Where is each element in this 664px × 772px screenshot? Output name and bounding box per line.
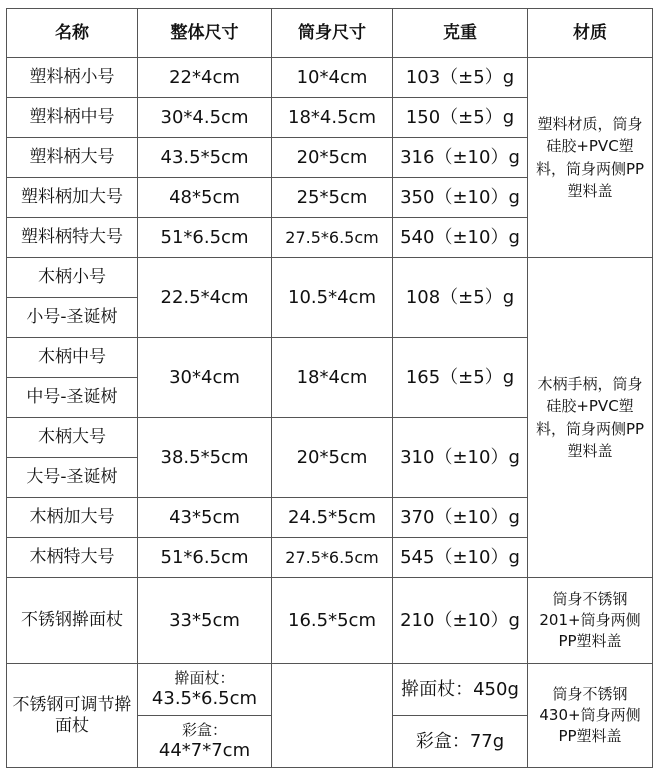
barrel-size: 18*4cm bbox=[272, 338, 393, 418]
header-weight: 克重 bbox=[393, 9, 528, 58]
barrel-size: 20*5cm bbox=[272, 418, 393, 498]
barrel-size: 27.5*6.5cm bbox=[272, 538, 393, 578]
product-name: 不锈钢可调节擀面杖 bbox=[7, 664, 138, 768]
product-spec-table bbox=[6, 8, 653, 768]
product-name: 木柄特大号 bbox=[7, 538, 138, 578]
weight: 165（±5）g bbox=[393, 338, 528, 418]
overall-size: 30*4cm bbox=[138, 338, 272, 418]
box-size-value: 44*7*7cm bbox=[158, 739, 251, 761]
table-row bbox=[7, 258, 653, 298]
material-steel: 筒身不锈钢201+筒身两侧PP塑料盖 bbox=[528, 578, 653, 664]
barrel-size: 20*5cm bbox=[272, 138, 393, 178]
product-variant-name: 大号-圣诞树 bbox=[7, 458, 138, 498]
header-barrel-size: 筒身尺寸 bbox=[272, 9, 393, 58]
barrel-size: 27.5*6.5cm bbox=[272, 218, 393, 258]
material-adjustable: 筒身不锈钢430+筒身两侧PP塑料盖 bbox=[528, 664, 653, 768]
barrel-size: 24.5*5cm bbox=[272, 498, 393, 538]
header-name: 名称 bbox=[7, 9, 138, 58]
material-wood: 木柄手柄，筒身硅胶+PVC塑料，筒身两侧PP塑料盖 bbox=[528, 258, 653, 578]
product-name: 塑料柄特大号 bbox=[7, 218, 138, 258]
product-name: 塑料柄大号 bbox=[7, 138, 138, 178]
overall-size: 22.5*4cm bbox=[138, 258, 272, 338]
pin-size-value: 43.5*6.5cm bbox=[151, 687, 258, 709]
product-variant-name: 小号-圣诞树 bbox=[7, 298, 138, 338]
product-name: 塑料柄小号 bbox=[7, 58, 138, 98]
box-size-cell bbox=[138, 716, 272, 768]
box-size-label: 彩盒： bbox=[181, 720, 227, 739]
weight: 545（±10）g bbox=[393, 538, 528, 578]
overall-size: 30*4.5cm bbox=[138, 98, 272, 138]
barrel-size: 16.5*5cm bbox=[272, 578, 393, 664]
product-name: 木柄小号 bbox=[7, 258, 138, 298]
overall-size: 43*5cm bbox=[138, 498, 272, 538]
product-name: 木柄大号 bbox=[7, 418, 138, 458]
weight: 108（±5）g bbox=[393, 258, 528, 338]
header-overall-size: 整体尺寸 bbox=[138, 9, 272, 58]
weight: 210（±10）g bbox=[393, 578, 528, 664]
header-material: 材质 bbox=[528, 9, 653, 58]
product-name: 木柄加大号 bbox=[7, 498, 138, 538]
product-name: 塑料柄加大号 bbox=[7, 178, 138, 218]
overall-size: 51*6.5cm bbox=[138, 218, 272, 258]
weight: 316（±10）g bbox=[393, 138, 528, 178]
weight: 540（±10）g bbox=[393, 218, 528, 258]
barrel-size: 25*5cm bbox=[272, 178, 393, 218]
barrel-size: 18*4.5cm bbox=[272, 98, 393, 138]
overall-size: 51*6.5cm bbox=[138, 538, 272, 578]
barrel-size-empty bbox=[272, 664, 393, 768]
product-name: 木柄中号 bbox=[7, 338, 138, 378]
barrel-size: 10*4cm bbox=[272, 58, 393, 98]
weight: 150（±5）g bbox=[393, 98, 528, 138]
overall-size: 33*5cm bbox=[138, 578, 272, 664]
overall-size: 38.5*5cm bbox=[138, 418, 272, 498]
overall-size: 48*5cm bbox=[138, 178, 272, 218]
table-row bbox=[7, 578, 653, 664]
product-name: 不锈钢擀面杖 bbox=[7, 578, 138, 664]
weight: 310（±10）g bbox=[393, 418, 528, 498]
overall-size: 22*4cm bbox=[138, 58, 272, 98]
product-name: 塑料柄中号 bbox=[7, 98, 138, 138]
pin-weight: 擀面杖：450g bbox=[393, 664, 528, 716]
pin-size-cell bbox=[138, 664, 272, 716]
box-weight: 彩盒：77g bbox=[393, 716, 528, 768]
material-plastic: 塑料材质，筒身硅胶+PVC塑料，筒身两侧PP塑料盖 bbox=[528, 58, 653, 258]
product-variant-name: 中号-圣诞树 bbox=[7, 378, 138, 418]
table-row bbox=[7, 58, 653, 98]
weight: 370（±10）g bbox=[393, 498, 528, 538]
pin-size-label: 擀面杖： bbox=[174, 668, 235, 687]
table-row bbox=[7, 664, 653, 716]
weight: 103（±5）g bbox=[393, 58, 528, 98]
weight: 350（±10）g bbox=[393, 178, 528, 218]
barrel-size: 10.5*4cm bbox=[272, 258, 393, 338]
overall-size: 43.5*5cm bbox=[138, 138, 272, 178]
header-row bbox=[7, 9, 653, 58]
